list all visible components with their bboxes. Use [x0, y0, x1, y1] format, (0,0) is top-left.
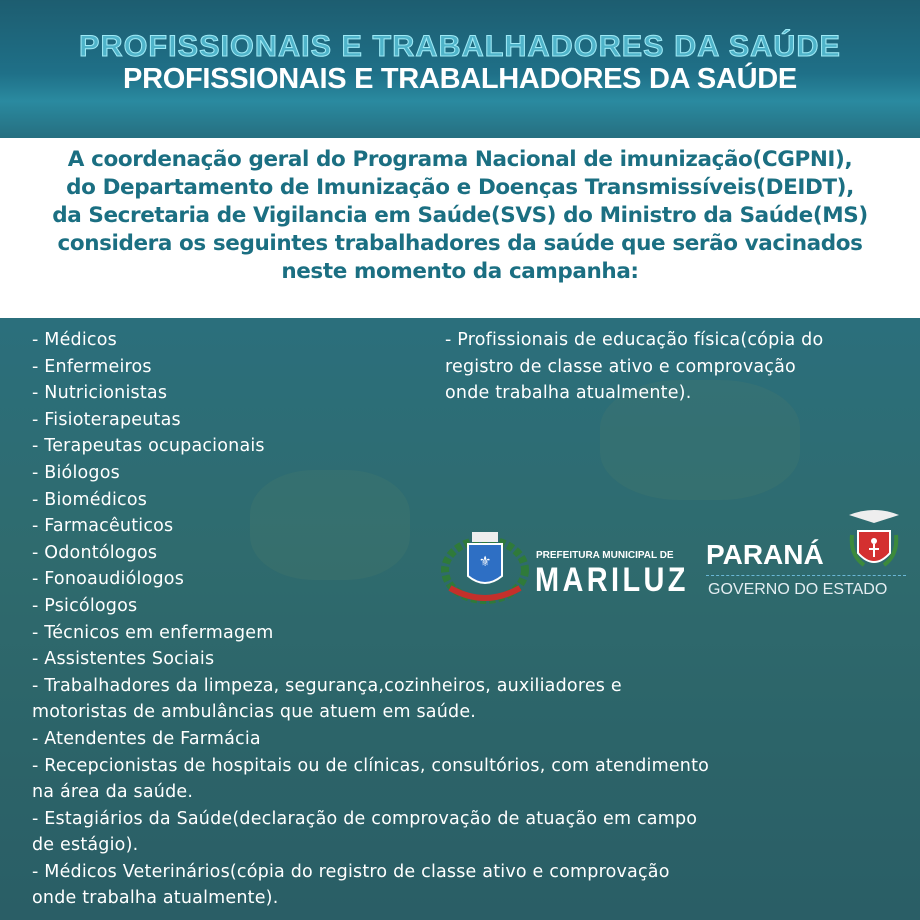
- list-item: - Profissionais de educação física(cópia do: [445, 330, 824, 350]
- intro-line: A coordenação geral do Programa Nacional de imunização(CGPNI),: [67, 147, 853, 172]
- list-item: - Recepcionistas de hospitais ou de clínicas, consultórios, com atendimento: [32, 755, 710, 776]
- list-item: - Biomédicos: [32, 489, 148, 510]
- mariluz-prefeitura-label: PREFEITURA MUNICIPAL DE: [536, 550, 674, 561]
- list-item: - Fonoaudiólogos: [32, 569, 185, 590]
- list-item: - Assistentes Sociais: [32, 649, 215, 670]
- list-item: - Trabalhadores da limpeza, segurança,cozinheiros, auxiliadores e: [32, 675, 622, 696]
- list-item: - Farmacêuticos: [32, 516, 174, 537]
- title-outline: PROFISSIONAIS E TRABALHADORES DA SAÚDE: [79, 30, 841, 63]
- intro-line: considera os seguintes trabalhadores da saúde que serão vacinados: [57, 231, 863, 256]
- list-item: motoristas de ambulâncias que atuem em saúde.: [32, 702, 477, 723]
- parana-name: PARANÁ: [706, 539, 824, 570]
- intro-line: do Departamento de Imunização e Doenças Transmissíveis(DEIDT),: [66, 175, 854, 200]
- list-item: - Fisioterapeutas: [32, 409, 181, 430]
- parana-coat-of-arms-icon: [844, 505, 904, 575]
- list-item: na área da saúde.: [32, 782, 194, 803]
- intro-line: neste momento da campanha:: [281, 259, 639, 284]
- intro-line: da Secretaria de Vigilancia em Saúde(SVS) do Ministro da Saúde(MS): [52, 203, 868, 228]
- header: [0, 0, 920, 138]
- list-item: - Psicólogos: [32, 595, 138, 616]
- mariluz-coat-of-arms-icon: [440, 528, 530, 608]
- list-item: - Nutricionistas: [32, 383, 168, 404]
- parana-subtitle: GOVERNO DO ESTADO: [708, 581, 888, 598]
- parana-logo: [706, 505, 916, 605]
- svg-text:⚜: ⚜: [478, 554, 492, 570]
- list-item: - Técnicos em enfermagem: [32, 622, 274, 643]
- mariluz-name: MARILUZ: [535, 561, 689, 599]
- list-item: - Biólogos: [32, 462, 120, 483]
- list-item: registro de classe ativo e comprovação: [445, 356, 796, 377]
- left-list: [32, 327, 832, 912]
- list-item: - Médicos Veterinários(cópia do registro de classe ativo e comprovação: [32, 861, 670, 882]
- list-item: - Enfermeiros: [32, 356, 152, 377]
- list-item: - Médicos: [32, 330, 117, 350]
- list-item: onde trabalha atualmente).: [32, 888, 279, 909]
- list-item: onde trabalha atualmente).: [445, 383, 692, 404]
- parana-divider: [706, 575, 906, 576]
- intro-band: [0, 138, 920, 318]
- list-item: - Odontólogos: [32, 542, 158, 563]
- page-title: PROFISSIONAIS E TRABALHADORES DA SAÚDE: [123, 63, 797, 95]
- list-item: - Terapeutas ocupacionais: [32, 436, 265, 457]
- right-list: [445, 327, 915, 407]
- list-item: - Atendentes de Farmácia: [32, 728, 261, 749]
- list-item: de estágio).: [32, 835, 139, 856]
- list-item: - Estagiários da Saúde(declaração de comprovação de atuação em campo: [32, 808, 698, 829]
- mariluz-logo: [440, 528, 689, 608]
